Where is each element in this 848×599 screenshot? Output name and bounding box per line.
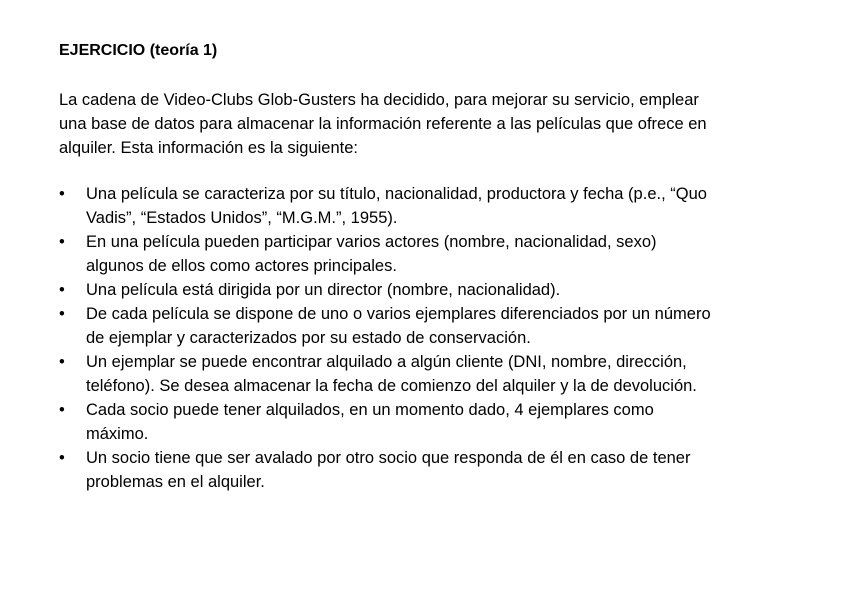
- list-item-text: Un socio tiene que ser avalado por otro socio que responda de él en caso de tener: [86, 449, 691, 467]
- intro-line: La cadena de Video-Clubs Glob-Gusters ha decidido, para mejorar su servicio, emplear: [59, 91, 699, 109]
- list-item: [59, 182, 799, 230]
- list-item-text: Un ejemplar se puede encontrar alquilado a algún cliente (DNI, nombre, dirección,: [86, 353, 687, 371]
- list-item-text: En una película pueden participar varios actores (nombre, nacionalidad, sexo): [86, 233, 657, 251]
- list-item: [59, 350, 799, 398]
- bullet-icon: •: [59, 233, 65, 251]
- list-item: [59, 230, 799, 278]
- list-item: [59, 278, 799, 302]
- bullet-icon: •: [59, 401, 65, 419]
- bullet-icon: •: [59, 305, 65, 323]
- list-item-text: Cada socio puede tener alquilados, en un momento dado, 4 ejemplares como: [86, 401, 654, 419]
- requirements-list: [59, 182, 799, 494]
- list-item-text: teléfono). Se desea almacenar la fecha de comienzo del alquiler y la de devolución.: [86, 377, 697, 395]
- list-item-text: Vadis”, “Estados Unidos”, “M.G.M.”, 1955).: [86, 209, 398, 227]
- bullet-icon: •: [59, 353, 65, 371]
- bullet-icon: •: [59, 449, 65, 467]
- list-item-text: máximo.: [86, 425, 149, 443]
- list-item: [59, 446, 799, 494]
- slide-title: EJERCICIO (teoría 1): [59, 42, 218, 59]
- list-item-text: de ejemplar y caracterizados por su estado de conservación.: [86, 329, 531, 347]
- bullet-icon: •: [59, 281, 65, 299]
- bullet-icon: •: [59, 185, 65, 203]
- list-item: [59, 302, 799, 350]
- list-item-text: Una película está dirigida por un director (nombre, nacionalidad).: [86, 281, 561, 299]
- intro-line: alquiler. Esta información es la siguiente:: [59, 139, 358, 157]
- list-item-text: algunos de ellos como actores principales.: [86, 257, 397, 275]
- list-item: [59, 398, 799, 446]
- intro-paragraph: [59, 88, 799, 160]
- intro-line: una base de datos para almacenar la información referente a las películas que ofrece en: [59, 115, 707, 133]
- list-item-text: problemas en el alquiler.: [86, 473, 265, 491]
- list-item-text: De cada película se dispone de uno o varios ejemplares diferenciados por un número: [86, 305, 711, 323]
- list-item-text: Una película se caracteriza por su título, nacionalidad, productora y fecha (p.e., “Quo: [86, 185, 707, 203]
